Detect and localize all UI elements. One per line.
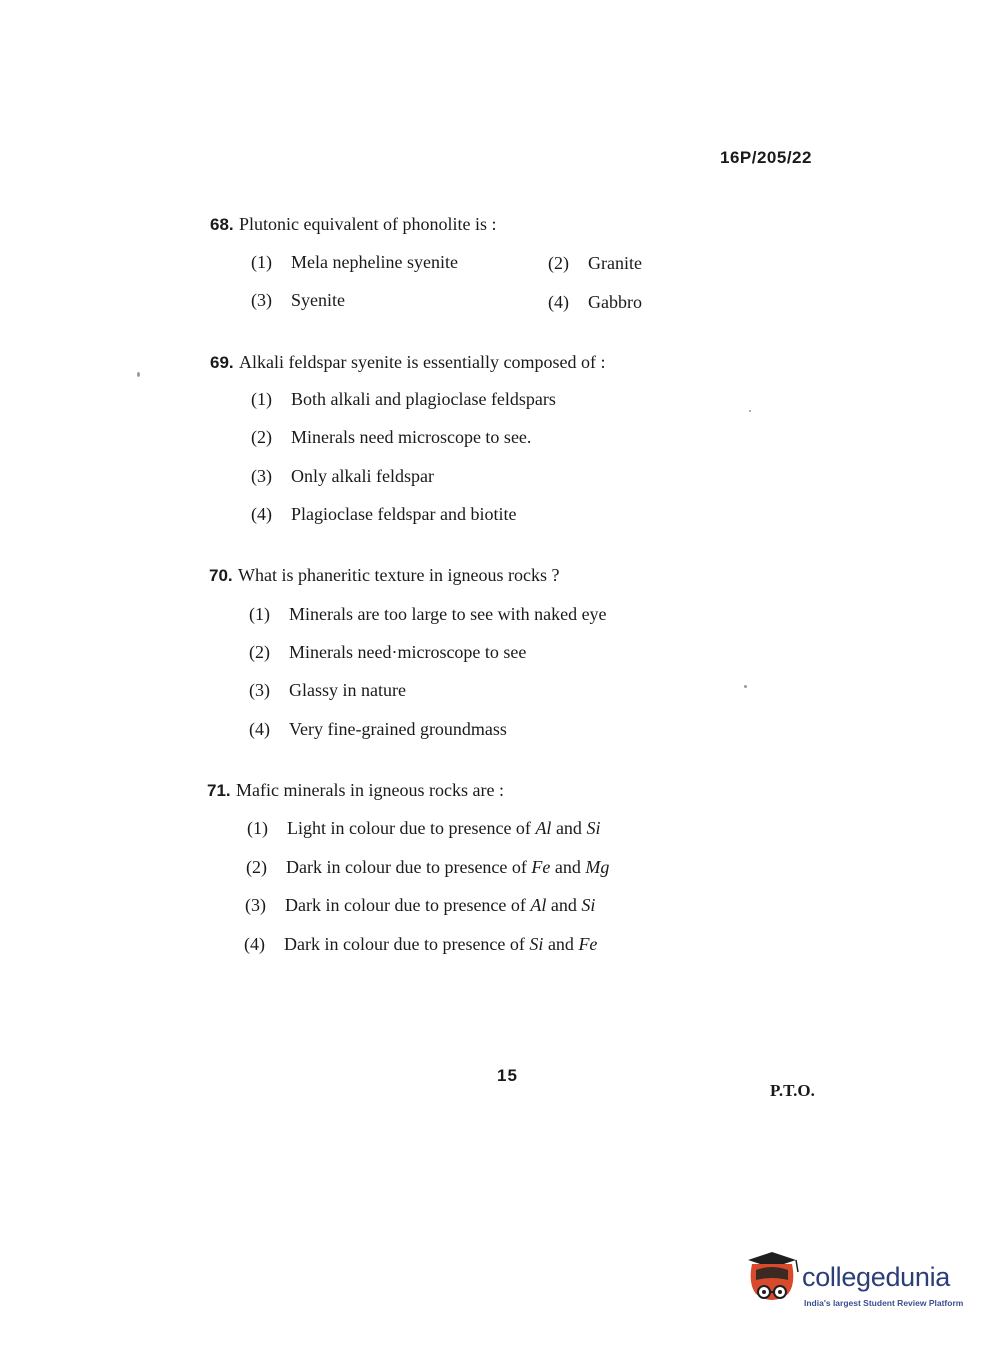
- option-69-4: (4) Plagioclase feldspar and biotite: [251, 504, 517, 524]
- scan-speck: [744, 685, 747, 688]
- option-71-4: (4) Dark in colour due to presence of Si and Fe: [244, 934, 598, 954]
- question-number: 71.: [207, 781, 231, 800]
- option-71-1: (1) Light in colour due to presence of Al and Si: [247, 818, 601, 838]
- option-68-2: (2) Granite: [548, 253, 642, 273]
- scan-speck: [749, 410, 751, 412]
- option-69-3: (3) Only alkali feldspar: [251, 466, 434, 486]
- question-text: Mafic minerals in igneous rocks are :: [236, 780, 504, 800]
- pto-label: P.T.O.: [770, 1081, 815, 1100]
- option-70-4: (4) Very fine-grained groundmass: [249, 719, 507, 739]
- option-71-2: (2) Dark in colour due to presence of Fe and Mg: [246, 857, 610, 877]
- question-69: [210, 350, 605, 375]
- collegedunia-mascot-icon: [742, 1250, 802, 1310]
- question-text: What is phaneritic texture in igneous rocks ?: [238, 565, 560, 585]
- option-68-3: (3) Syenite: [251, 290, 345, 310]
- question-71: [207, 778, 504, 803]
- option-69-2: (2) Minerals need microscope to see.: [251, 427, 532, 447]
- question-70: [209, 563, 559, 588]
- question-number: 68.: [210, 215, 234, 234]
- brand-name: collegedunia: [802, 1262, 951, 1292]
- scan-speck: [137, 372, 140, 377]
- option-70-3: (3) Glassy in nature: [249, 680, 406, 700]
- option-71-3: (3) Dark in colour due to presence of Al and Si: [245, 895, 596, 915]
- option-70-2: (2) Minerals need·microscope to see: [249, 642, 527, 662]
- question-text: Alkali feldspar syenite is essentially composed of :: [239, 352, 606, 372]
- option-69-1: (1) Both alkali and plagioclase feldspars: [251, 389, 556, 409]
- collegedunia-watermark: [742, 1250, 972, 1320]
- question-68: [210, 212, 497, 237]
- page-number: 15: [497, 1066, 518, 1085]
- question-number: 69.: [210, 353, 234, 372]
- option-68-1: (1) Mela nepheline syenite: [251, 252, 458, 272]
- option-68-4: (4) Gabbro: [548, 292, 642, 312]
- brand-tagline: India's largest Student Review Platform: [804, 1298, 964, 1308]
- option-70-1: (1) Minerals are too large to see with naked eye: [249, 604, 607, 624]
- question-text: Plutonic equivalent of phonolite is :: [239, 214, 497, 234]
- paper-code: 16P/205/22: [720, 148, 812, 167]
- question-number: 70.: [209, 566, 233, 585]
